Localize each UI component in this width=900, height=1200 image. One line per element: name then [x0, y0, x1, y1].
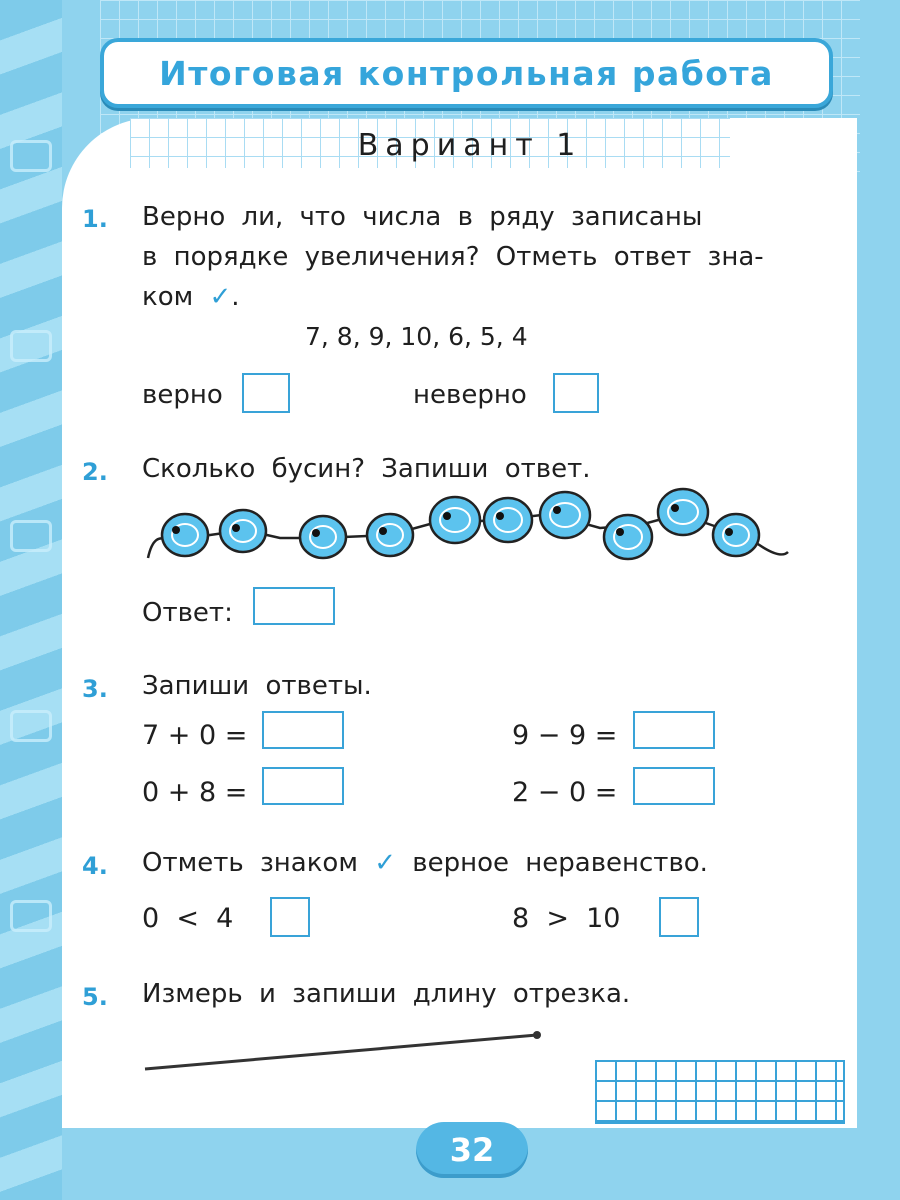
task-2-number: 2.: [82, 458, 108, 486]
page-number: 32: [416, 1122, 528, 1178]
bead: [162, 514, 208, 556]
inequality-1-checkbox[interactable]: [270, 897, 310, 937]
number-sequence: 7, 8, 9, 10, 6, 5, 4: [305, 322, 528, 351]
task-4-question-a: Отметь знаком: [142, 848, 358, 878]
bead: [367, 514, 413, 556]
inequality-2: 8 > 10: [512, 903, 621, 934]
page-title: Итоговая контрольная работа: [159, 53, 774, 93]
title-banner: [100, 38, 833, 108]
option-true-label: верно: [142, 380, 223, 410]
check-icon: ✓: [209, 282, 232, 312]
answer-box-3[interactable]: [633, 711, 715, 749]
variant-label: Вариант 1: [357, 128, 583, 163]
inequality-2-checkbox[interactable]: [659, 897, 699, 937]
expression-1: 7 + 0 =: [142, 720, 248, 751]
option-true-checkbox[interactable]: [242, 373, 290, 413]
task-1-period: .: [231, 282, 240, 312]
task-1-line-3-text: ком: [142, 282, 194, 312]
bead: [658, 489, 708, 535]
inequality-1: 0 < 4: [142, 903, 234, 934]
bead: [220, 510, 266, 552]
option-false-checkbox[interactable]: [553, 373, 599, 413]
task-4-number: 4.: [82, 852, 108, 880]
answer-box-2[interactable]: [262, 767, 344, 805]
answer-box-1[interactable]: [262, 711, 344, 749]
bead-string-illustration: [140, 480, 800, 580]
task-5-number: 5.: [82, 983, 108, 1011]
task-3-number: 3.: [82, 675, 108, 703]
answer-box-4[interactable]: [633, 767, 715, 805]
decorative-strip: [0, 0, 62, 1200]
bead: [540, 492, 590, 538]
segment-to-measure: [140, 1025, 550, 1075]
expression-3: 9 − 9 =: [512, 720, 618, 751]
expression-2: 0 + 8 =: [142, 777, 248, 808]
option-false-label: неверно: [413, 380, 527, 410]
task-1-line-3: [142, 278, 240, 316]
task-4-question: [142, 844, 708, 882]
bead: [713, 514, 759, 556]
task-5-question: Измерь и запиши длину отрезка.: [142, 979, 631, 1009]
answer-label: Ответ:: [142, 598, 233, 628]
task-2-question: Сколько бусин? Запиши ответ.: [142, 454, 591, 484]
expression-4: 2 − 0 =: [512, 777, 618, 808]
task-1-line-1: Верно ли, что числа в ряду записаны: [142, 202, 703, 232]
bead: [484, 498, 532, 542]
answer-box[interactable]: [253, 587, 335, 625]
task-1-line-2: в порядке увеличения? Отметь ответ зна-: [142, 242, 764, 272]
task-1-number: 1.: [82, 205, 108, 233]
bead: [430, 497, 480, 543]
bead: [604, 515, 652, 559]
bead: [300, 516, 346, 558]
task-4-question-b: верное неравенство.: [412, 848, 708, 878]
answer-grid[interactable]: [595, 1060, 845, 1124]
check-icon: ✓: [374, 848, 396, 878]
task-3-question: Запиши ответы.: [142, 671, 372, 701]
